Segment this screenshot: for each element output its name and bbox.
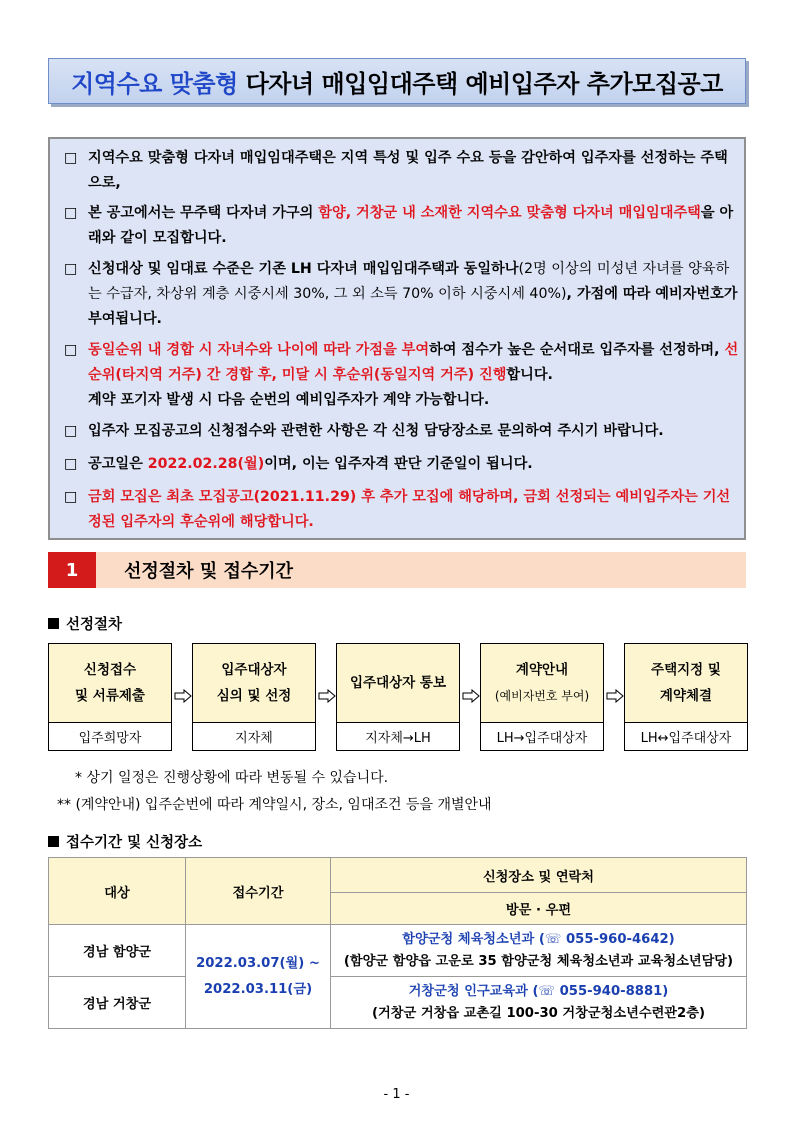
intro-text: 지역수요 맞춤형 다자녀 매입임대주택은 지역 특성 및 입주 수요 등을 감안하여 입주자를 선정하는 주택으로, xyxy=(88,150,728,191)
checkbox-icon: □ xyxy=(64,205,78,221)
reception-heading xyxy=(48,831,202,852)
flow-step-actor: LH→입주대상자 xyxy=(496,731,588,746)
arrow-right-icon xyxy=(174,689,192,703)
intro-highlight: 동일순위 내 경합 시 자녀수와 나이에 따라 가점을 부여 xyxy=(88,342,430,358)
intro-text: 입주자 모집공고의 신청접수와 관련한 사항은 각 신청 담당장소로 문의하여 주시기 바랍니다. xyxy=(88,423,664,439)
flow-step xyxy=(624,643,748,751)
office-name: 거창군청 인구교육과 (☏ 055-940-8881) xyxy=(408,983,669,999)
col-header-target: 대상 xyxy=(49,858,186,925)
intro-box xyxy=(48,137,746,540)
flow-step-title: 주택지정 및 xyxy=(651,662,721,678)
flow-step xyxy=(480,643,604,751)
period-line: 2022.03.07(월) ~ xyxy=(196,955,320,971)
page-title xyxy=(49,59,745,103)
flow-step xyxy=(48,643,172,751)
intro-highlight: 2022.02.28(월) xyxy=(147,456,265,472)
col-header-place: 신청장소 및 연락처 xyxy=(331,858,747,893)
intro-text: 합니다. xyxy=(506,367,553,383)
intro-text: 하여 점수가 높은 순서대로 입주자를 선정하며, xyxy=(429,342,725,358)
checkbox-icon: □ xyxy=(64,342,78,358)
intro-text: 본 공고에서는 무주택 다자녀 가구의 xyxy=(88,205,319,221)
office-address: (함양군 함양읍 고운로 35 함양군청 체육청소년과 교육청소년담당) xyxy=(343,953,734,969)
section-title: 선정절차 및 접수기간 xyxy=(124,561,294,582)
intro-text: 공고일은 xyxy=(88,456,148,472)
checkbox-icon: □ xyxy=(64,261,78,277)
flow-step-actor: 입주희망자 xyxy=(78,731,142,746)
flow-step-actor: 지자체 xyxy=(235,731,273,746)
page-number: - 1 - xyxy=(383,1087,410,1102)
office-address: (거창군 거창읍 교촌길 100-30 거창군청소년수련관2층) xyxy=(372,1005,705,1021)
intro-highlight: 함양, 거창군 내 소재한 지역수요 맞춤형 다자녀 매입임대주택 xyxy=(318,205,701,221)
table-cell-target: 경남 거창군 xyxy=(49,977,186,1029)
intro-text: 신청대상 및 임대료 수준은 기존 LH 다자녀 매입임대주택과 동일하나 xyxy=(88,261,519,277)
flow-step xyxy=(336,643,460,751)
table-cell-place xyxy=(331,925,747,977)
col-header-period: 접수기간 xyxy=(186,858,331,925)
procedure-heading xyxy=(48,613,122,634)
flow-step-title: 신청접수 xyxy=(83,662,137,678)
table-cell-target: 경남 함양군 xyxy=(49,925,186,977)
intro-text: 을 아래와 같이 모집합니다. xyxy=(88,205,734,246)
flow-step-title: 계약안내 xyxy=(515,662,569,678)
title-highlight: 지역수요 맞춤형 xyxy=(71,69,238,98)
square-bullet-icon xyxy=(48,618,59,629)
checkbox-icon: □ xyxy=(64,150,78,166)
flow-step-sub: (예비자번호 부여) xyxy=(494,689,590,703)
note: * 상기 일정은 진행상황에 따라 변동될 수 있습니다. xyxy=(75,770,389,786)
flow-step-title: 입주대상자 통보 xyxy=(350,675,446,691)
title-rest: 다자녀 매입임대주택 예비입주자 추가모집공고 xyxy=(245,69,723,98)
intro-paren: (2명 이상의 미성년 자녀를 양육하는 수급자, 차상위 계층 시중시세 30%, 그 외 소득 70% 이하 시중시세 40%) xyxy=(88,261,730,302)
section-number: 1 xyxy=(48,552,96,588)
reception-table xyxy=(48,857,747,1029)
table-cell-period xyxy=(186,925,331,1029)
arrow-right-icon xyxy=(606,689,624,703)
office-name: 함양군청 체육청소년과 (☏ 055-960-4642) xyxy=(402,931,675,947)
flow-step-title: 입주대상자 xyxy=(221,662,287,678)
checkbox-icon: □ xyxy=(64,423,78,439)
reception-heading-text: 접수기간 및 신청장소 xyxy=(66,835,203,851)
intro-highlight: 금회 모집은 최초 모집공고(2021.11.29) 후 추가 모집에 해당하며, 금회 선정되는 예비입주자는 기선정된 입주자의 후순위에 해당합니다. xyxy=(88,489,731,530)
note: ** (계약안내) 입주순번에 따라 계약일시, 장소, 임대조건 등을 개별안내 xyxy=(57,797,492,813)
square-bullet-icon xyxy=(48,836,59,847)
arrow-right-icon xyxy=(462,689,480,703)
flow-step-actor: LH↔입주대상자 xyxy=(640,731,732,746)
table-cell-place xyxy=(331,977,747,1029)
col-header-place-sub: 방문 · 우편 xyxy=(331,893,747,925)
checkbox-icon: □ xyxy=(64,489,78,505)
intro-text: 이며, 이는 입주자격 판단 기준일이 됩니다. xyxy=(264,456,533,472)
section-header xyxy=(48,552,746,588)
flow-step-title: 심의 및 선정 xyxy=(216,688,292,704)
procedure-heading-text: 선정절차 xyxy=(66,617,123,633)
arrow-right-icon xyxy=(318,689,336,703)
flow-step-title: 계약체결 xyxy=(659,688,713,704)
flow-step-title: 및 서류제출 xyxy=(75,688,145,704)
checkbox-icon: □ xyxy=(64,456,78,472)
intro-highlight: 선순위(타지역 거주) 간 경합 후, 미달 시 후순위(동일지역 거주) 진행 xyxy=(88,342,739,383)
intro-text: 계약 포기자 발생 시 다음 순번의 예비입주자가 계약 가능합니다. xyxy=(88,392,490,408)
title-bar xyxy=(48,58,746,104)
flow-step xyxy=(192,643,316,751)
intro-text: , 가점에 따라 예비자번호가 부여됩니다. xyxy=(88,286,738,327)
flow-step-actor: 지자체→LH xyxy=(365,731,431,746)
period-line: 2022.03.11(금) xyxy=(203,981,313,997)
